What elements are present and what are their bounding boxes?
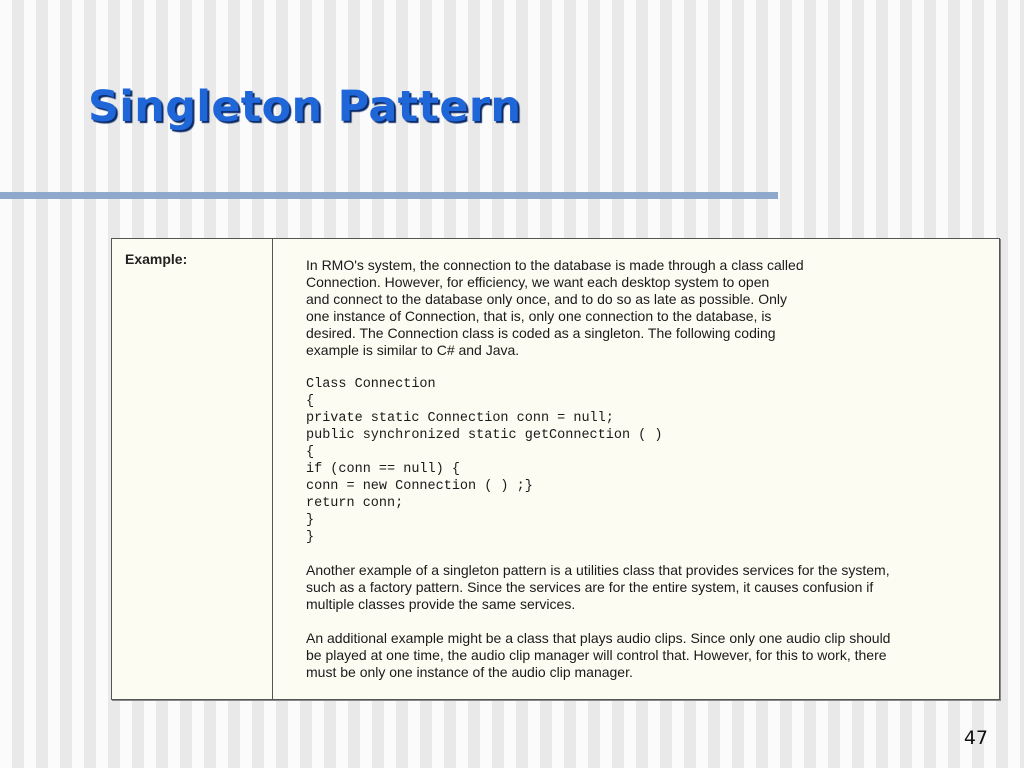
paragraph-line: be played at one time, the audio clip manager will control that. However, for this to work, there <box>306 647 887 663</box>
code-block <box>306 376 966 546</box>
example-label-column <box>112 239 273 699</box>
code-line: { <box>306 445 315 460</box>
code-line: private static Connection conn = null; <box>306 411 614 426</box>
paragraph-line: An additional example might be a class that plays audio clips. Since only one audio clip should <box>306 630 891 646</box>
example-box <box>111 238 1000 700</box>
code-line: public synchronized static getConnection ( ) <box>306 428 663 443</box>
code-line: { <box>306 394 315 409</box>
paragraph-line: must be only one instance of the audio clip manager. <box>306 664 633 680</box>
code-line: } <box>306 513 315 528</box>
title-divider <box>0 192 778 199</box>
code-line: if (conn == null) { <box>306 462 460 477</box>
audio-clip-paragraph <box>306 630 966 681</box>
code-line: return conn; <box>306 496 404 511</box>
code-line: Class Connection <box>306 377 436 392</box>
intro-line: Connection. However, for efficiency, we want each desktop system to open <box>306 274 770 290</box>
code-line: } <box>306 530 315 545</box>
example-label: Example: <box>125 251 188 267</box>
slide-title: Singleton Pattern <box>88 82 522 132</box>
intro-line: example is similar to C# and Java. <box>306 342 520 358</box>
paragraph-line: such as a factory pattern. Since the services are for the entire system, it causes confusion if <box>306 579 874 595</box>
utilities-paragraph <box>306 562 966 613</box>
example-content <box>306 257 966 681</box>
intro-line: In RMO's system, the connection to the database is made through a class called <box>306 257 804 273</box>
code-line: conn = new Connection ( ) ;} <box>306 479 533 494</box>
page-number: 47 <box>963 727 988 749</box>
intro-paragraph <box>306 257 966 359</box>
intro-line: and connect to the database only once, and to do so as late as possible. Only <box>306 291 787 307</box>
intro-line: one instance of Connection, that is, only one connection to the database, is <box>306 308 772 324</box>
intro-line: desired. The Connection class is coded as a singleton. The following coding <box>306 325 776 341</box>
paragraph-line: Another example of a singleton pattern is a utilities class that provides services for the system, <box>306 562 890 578</box>
paragraph-line: multiple classes provide the same services. <box>306 596 576 612</box>
